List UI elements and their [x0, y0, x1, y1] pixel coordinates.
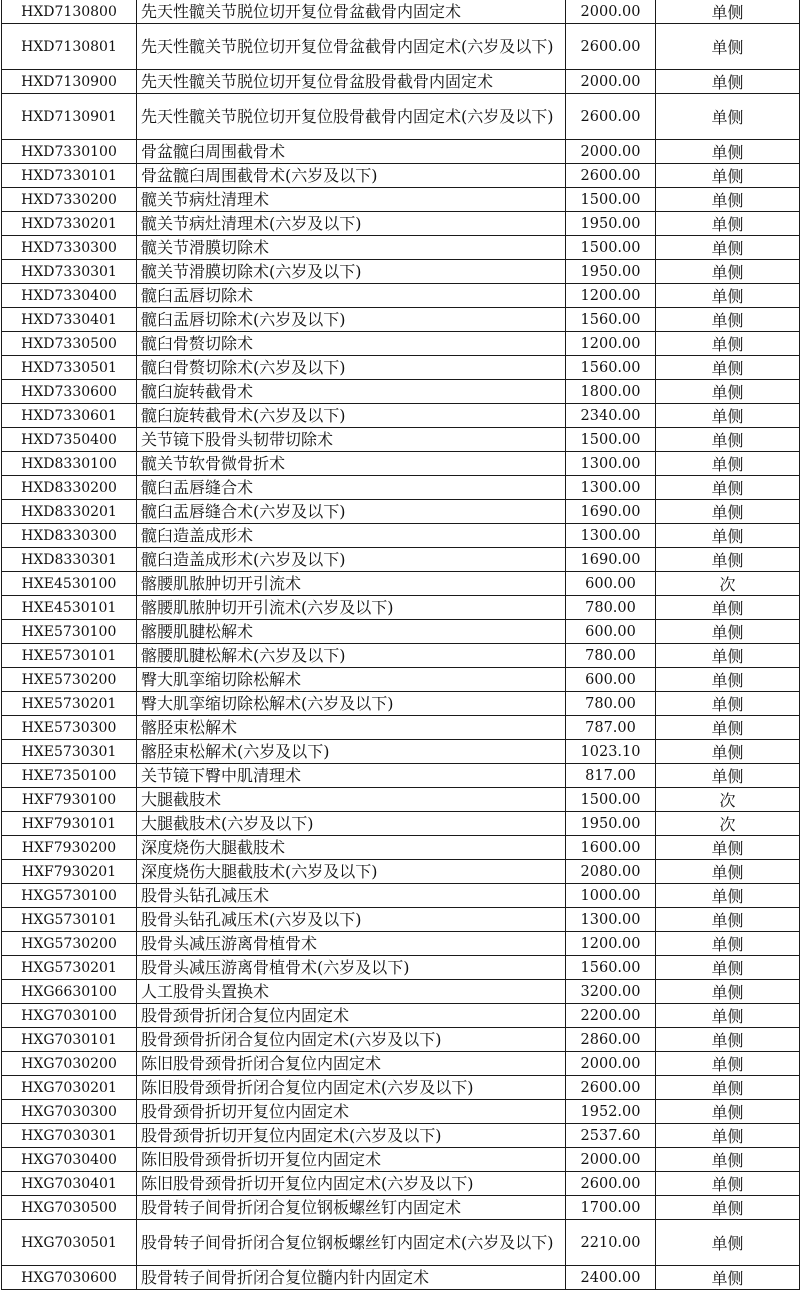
item-price-cell: 2340.00: [566, 404, 656, 428]
item-name-cell: 关节镜下臀中肌清理术: [137, 764, 566, 788]
table-row: [2, 1266, 800, 1290]
item-code-cell: HXG7030300: [2, 1100, 137, 1124]
item-code-cell: HXD7330201: [2, 212, 137, 236]
item-name-cell: 股骨转子间骨折闭合复位髓内针内固定术: [137, 1266, 566, 1290]
item-code-cell: HXD7350400: [2, 428, 137, 452]
table-row: [2, 1220, 800, 1266]
item-code-cell: HXF7930201: [2, 860, 137, 884]
item-name-cell: 骨盆髋臼周围截骨术(六岁及以下): [137, 164, 566, 188]
item-unit-cell: 单侧: [656, 908, 800, 932]
item-price-cell: 2000.00: [566, 140, 656, 164]
item-unit-cell: 单侧: [656, 94, 800, 140]
item-code-cell: HXG5730201: [2, 956, 137, 980]
table-row: [2, 1004, 800, 1028]
item-price-cell: 780.00: [566, 596, 656, 620]
table-row: [2, 620, 800, 644]
item-code-cell: HXG7030100: [2, 1004, 137, 1028]
item-code-cell: HXE4530101: [2, 596, 137, 620]
table-row: [2, 716, 800, 740]
item-unit-cell: 单侧: [656, 740, 800, 764]
item-price-cell: 1690.00: [566, 548, 656, 572]
item-unit-cell: 单侧: [656, 932, 800, 956]
item-name-cell: 髂腰肌腱松解术(六岁及以下): [137, 644, 566, 668]
item-code-cell: HXD8330301: [2, 548, 137, 572]
table-row: [2, 524, 800, 548]
item-name-cell: 大腿截肢术(六岁及以下): [137, 812, 566, 836]
item-name-cell: 髋臼造盖成形术: [137, 524, 566, 548]
item-price-cell: 1500.00: [566, 428, 656, 452]
item-price-cell: 2860.00: [566, 1028, 656, 1052]
item-price-cell: 2000.00: [566, 0, 656, 24]
item-unit-cell: 单侧: [656, 0, 800, 24]
table-row: [2, 476, 800, 500]
item-name-cell: 深度烧伤大腿截肢术: [137, 836, 566, 860]
item-code-cell: HXD8330100: [2, 452, 137, 476]
item-name-cell: 髂腰肌脓肿切开引流术: [137, 572, 566, 596]
item-unit-cell: 单侧: [656, 212, 800, 236]
item-name-cell: 髂腰肌腱松解术: [137, 620, 566, 644]
item-code-cell: HXD7330401: [2, 308, 137, 332]
item-code-cell: HXG7030301: [2, 1124, 137, 1148]
table-row: [2, 884, 800, 908]
item-name-cell: 髂胫束松解术(六岁及以下): [137, 740, 566, 764]
item-name-cell: 臀大肌挛缩切除松解术: [137, 668, 566, 692]
item-unit-cell: 单侧: [656, 644, 800, 668]
item-price-cell: 1300.00: [566, 452, 656, 476]
item-code-cell: HXF7930100: [2, 788, 137, 812]
item-code-cell: HXG6630100: [2, 980, 137, 1004]
item-unit-cell: 单侧: [656, 452, 800, 476]
item-price-cell: 1500.00: [566, 188, 656, 212]
item-code-cell: HXE5730100: [2, 620, 137, 644]
item-unit-cell: 单侧: [656, 956, 800, 980]
item-name-cell: 髋臼造盖成形术(六岁及以下): [137, 548, 566, 572]
item-price-cell: 1560.00: [566, 308, 656, 332]
item-unit-cell: 单侧: [656, 836, 800, 860]
item-unit-cell: 单侧: [656, 164, 800, 188]
table-row: [2, 1028, 800, 1052]
item-name-cell: 髋关节滑膜切除术(六岁及以下): [137, 260, 566, 284]
item-unit-cell: 单侧: [656, 1196, 800, 1220]
table-row: [2, 1052, 800, 1076]
fee-table-body: [2, 0, 800, 1290]
item-code-cell: HXD7330400: [2, 284, 137, 308]
table-row: [2, 332, 800, 356]
item-code-cell: HXD8330300: [2, 524, 137, 548]
table-row: [2, 812, 800, 836]
item-price-cell: 1952.00: [566, 1100, 656, 1124]
item-code-cell: HXG5730101: [2, 908, 137, 932]
item-code-cell: HXG5730200: [2, 932, 137, 956]
item-unit-cell: 单侧: [656, 308, 800, 332]
table-row: [2, 1196, 800, 1220]
item-unit-cell: 单侧: [656, 1124, 800, 1148]
item-price-cell: 1200.00: [566, 932, 656, 956]
item-name-cell: 髋臼旋转截骨术: [137, 380, 566, 404]
item-code-cell: HXF7930101: [2, 812, 137, 836]
table-row: [2, 788, 800, 812]
item-price-cell: 817.00: [566, 764, 656, 788]
item-price-cell: 2080.00: [566, 860, 656, 884]
item-unit-cell: 单侧: [656, 500, 800, 524]
item-unit-cell: 单侧: [656, 620, 800, 644]
table-row: [2, 956, 800, 980]
item-price-cell: 1950.00: [566, 812, 656, 836]
item-price-cell: 2537.60: [566, 1124, 656, 1148]
item-code-cell: HXD7130801: [2, 24, 137, 70]
item-code-cell: HXD7130800: [2, 0, 137, 24]
item-unit-cell: 单侧: [656, 476, 800, 500]
table-row: [2, 1172, 800, 1196]
item-code-cell: HXD7330301: [2, 260, 137, 284]
item-code-cell: HXD7130901: [2, 94, 137, 140]
table-row: [2, 236, 800, 260]
item-name-cell: 髂胫束松解术: [137, 716, 566, 740]
item-price-cell: 2600.00: [566, 1172, 656, 1196]
item-name-cell: 骨盆髋臼周围截骨术: [137, 140, 566, 164]
item-unit-cell: 单侧: [656, 332, 800, 356]
item-name-cell: 髋臼旋转截骨术(六岁及以下): [137, 404, 566, 428]
item-code-cell: HXE5730301: [2, 740, 137, 764]
item-code-cell: HXD8330201: [2, 500, 137, 524]
item-price-cell: 1600.00: [566, 836, 656, 860]
item-code-cell: HXD7330100: [2, 140, 137, 164]
item-name-cell: 髋臼骨赘切除术: [137, 332, 566, 356]
item-unit-cell: 单侧: [656, 1076, 800, 1100]
table-row: [2, 740, 800, 764]
item-code-cell: HXD7330101: [2, 164, 137, 188]
table-row: [2, 1100, 800, 1124]
item-price-cell: 780.00: [566, 692, 656, 716]
item-code-cell: HXE7350100: [2, 764, 137, 788]
item-code-cell: HXG7030101: [2, 1028, 137, 1052]
item-price-cell: 2000.00: [566, 1148, 656, 1172]
item-price-cell: 780.00: [566, 644, 656, 668]
item-unit-cell: 单侧: [656, 1004, 800, 1028]
item-unit-cell: 单侧: [656, 260, 800, 284]
item-unit-cell: 单侧: [656, 1100, 800, 1124]
table-row: [2, 500, 800, 524]
table-row: [2, 308, 800, 332]
item-unit-cell: 单侧: [656, 380, 800, 404]
table-row: [2, 692, 800, 716]
table-row: [2, 452, 800, 476]
table-row: [2, 908, 800, 932]
item-price-cell: 1300.00: [566, 476, 656, 500]
item-price-cell: 3200.00: [566, 980, 656, 1004]
item-name-cell: 大腿截肢术: [137, 788, 566, 812]
table-row: [2, 572, 800, 596]
item-code-cell: HXD8330200: [2, 476, 137, 500]
table-row: [2, 70, 800, 94]
item-code-cell: HXE5730200: [2, 668, 137, 692]
item-price-cell: 2000.00: [566, 1052, 656, 1076]
item-code-cell: HXD7130900: [2, 70, 137, 94]
item-unit-cell: 次: [656, 788, 800, 812]
item-code-cell: HXD7330200: [2, 188, 137, 212]
item-name-cell: 髂腰肌脓肿切开引流术(六岁及以下): [137, 596, 566, 620]
item-price-cell: 2200.00: [566, 1004, 656, 1028]
item-name-cell: 髋臼骨赘切除术(六岁及以下): [137, 356, 566, 380]
item-price-cell: 2400.00: [566, 1266, 656, 1290]
item-name-cell: 股骨颈骨折闭合复位内固定术(六岁及以下): [137, 1028, 566, 1052]
item-unit-cell: 单侧: [656, 404, 800, 428]
item-unit-cell: 单侧: [656, 524, 800, 548]
item-price-cell: 1200.00: [566, 284, 656, 308]
table-row: [2, 356, 800, 380]
item-name-cell: 先天性髋关节脱位切开复位股骨截骨内固定术(六岁及以下): [137, 94, 566, 140]
item-price-cell: 1000.00: [566, 884, 656, 908]
table-row: [2, 24, 800, 70]
item-name-cell: 股骨颈骨折闭合复位内固定术: [137, 1004, 566, 1028]
item-name-cell: 深度烧伤大腿截肢术(六岁及以下): [137, 860, 566, 884]
item-name-cell: 先天性髋关节脱位切开复位骨盆截骨内固定术(六岁及以下): [137, 24, 566, 70]
item-price-cell: 1300.00: [566, 524, 656, 548]
table-row: [2, 1124, 800, 1148]
item-unit-cell: 单侧: [656, 356, 800, 380]
item-name-cell: 股骨头钻孔减压术: [137, 884, 566, 908]
table-row: [2, 836, 800, 860]
item-unit-cell: 单侧: [656, 884, 800, 908]
table-row: [2, 932, 800, 956]
item-code-cell: HXG7030401: [2, 1172, 137, 1196]
item-price-cell: 600.00: [566, 668, 656, 692]
item-code-cell: HXD7330501: [2, 356, 137, 380]
fee-schedule-table: [1, 0, 800, 1290]
table-row: [2, 1076, 800, 1100]
item-name-cell: 陈旧股骨颈骨折闭合复位内固定术: [137, 1052, 566, 1076]
item-unit-cell: 单侧: [656, 1266, 800, 1290]
table-row: [2, 764, 800, 788]
item-unit-cell: 单侧: [656, 716, 800, 740]
item-unit-cell: 单侧: [656, 980, 800, 1004]
item-unit-cell: 单侧: [656, 1148, 800, 1172]
item-name-cell: 关节镜下股骨头韧带切除术: [137, 428, 566, 452]
item-price-cell: 1023.10: [566, 740, 656, 764]
table-row: [2, 428, 800, 452]
item-price-cell: 2600.00: [566, 1076, 656, 1100]
item-unit-cell: 单侧: [656, 1220, 800, 1266]
table-row: [2, 1148, 800, 1172]
item-name-cell: 先天性髋关节脱位切开复位骨盆股骨截骨内固定术: [137, 70, 566, 94]
item-name-cell: 髋关节滑膜切除术: [137, 236, 566, 260]
item-unit-cell: 单侧: [656, 1172, 800, 1196]
item-price-cell: 2600.00: [566, 94, 656, 140]
table-row: [2, 380, 800, 404]
item-unit-cell: 单侧: [656, 188, 800, 212]
item-price-cell: 1560.00: [566, 956, 656, 980]
item-unit-cell: 单侧: [656, 860, 800, 884]
item-name-cell: 先天性髋关节脱位切开复位骨盆截骨内固定术: [137, 0, 566, 24]
item-unit-cell: 单侧: [656, 596, 800, 620]
item-name-cell: 髋关节软骨微骨折术: [137, 452, 566, 476]
item-code-cell: HXE5730201: [2, 692, 137, 716]
item-name-cell: 髋关节病灶清理术: [137, 188, 566, 212]
item-price-cell: 1950.00: [566, 260, 656, 284]
table-row: [2, 404, 800, 428]
item-name-cell: 臀大肌挛缩切除松解术(六岁及以下): [137, 692, 566, 716]
item-price-cell: 787.00: [566, 716, 656, 740]
item-price-cell: 1700.00: [566, 1196, 656, 1220]
item-unit-cell: 次: [656, 572, 800, 596]
table-row: [2, 94, 800, 140]
item-name-cell: 陈旧股骨颈骨折切开复位内固定术(六岁及以下): [137, 1172, 566, 1196]
item-unit-cell: 单侧: [656, 70, 800, 94]
item-price-cell: 1500.00: [566, 788, 656, 812]
item-unit-cell: 单侧: [656, 764, 800, 788]
item-unit-cell: 单侧: [656, 548, 800, 572]
item-unit-cell: 单侧: [656, 692, 800, 716]
item-code-cell: HXG5730100: [2, 884, 137, 908]
item-code-cell: HXG7030500: [2, 1196, 137, 1220]
item-code-cell: HXE4530100: [2, 572, 137, 596]
item-name-cell: 髋臼盂唇缝合术: [137, 476, 566, 500]
item-unit-cell: 单侧: [656, 1028, 800, 1052]
table-row: [2, 548, 800, 572]
item-name-cell: 股骨头钻孔减压术(六岁及以下): [137, 908, 566, 932]
item-unit-cell: 单侧: [656, 284, 800, 308]
table-row: [2, 980, 800, 1004]
table-row: [2, 164, 800, 188]
item-price-cell: 1500.00: [566, 236, 656, 260]
item-unit-cell: 次: [656, 812, 800, 836]
table-row: [2, 0, 800, 24]
item-price-cell: 600.00: [566, 572, 656, 596]
item-unit-cell: 单侧: [656, 1052, 800, 1076]
item-name-cell: 髋关节病灶清理术(六岁及以下): [137, 212, 566, 236]
item-code-cell: HXG7030200: [2, 1052, 137, 1076]
item-name-cell: 髋臼盂唇切除术(六岁及以下): [137, 308, 566, 332]
table-row: [2, 140, 800, 164]
item-code-cell: HXD7330601: [2, 404, 137, 428]
item-unit-cell: 单侧: [656, 428, 800, 452]
item-code-cell: HXE5730101: [2, 644, 137, 668]
item-name-cell: 股骨头减压游离骨植骨术: [137, 932, 566, 956]
item-name-cell: 人工股骨头置换术: [137, 980, 566, 1004]
item-price-cell: 1950.00: [566, 212, 656, 236]
item-name-cell: 股骨头减压游离骨植骨术(六岁及以下): [137, 956, 566, 980]
item-unit-cell: 单侧: [656, 140, 800, 164]
item-code-cell: HXG7030600: [2, 1266, 137, 1290]
table-row: [2, 596, 800, 620]
table-row: [2, 260, 800, 284]
table-row: [2, 284, 800, 308]
item-price-cell: 2210.00: [566, 1220, 656, 1266]
item-price-cell: 2600.00: [566, 24, 656, 70]
item-price-cell: 1560.00: [566, 356, 656, 380]
item-code-cell: HXG7030201: [2, 1076, 137, 1100]
item-price-cell: 2600.00: [566, 164, 656, 188]
item-name-cell: 髋臼盂唇缝合术(六岁及以下): [137, 500, 566, 524]
item-price-cell: 2000.00: [566, 70, 656, 94]
item-price-cell: 1800.00: [566, 380, 656, 404]
item-name-cell: 股骨颈骨折切开复位内固定术(六岁及以下): [137, 1124, 566, 1148]
item-name-cell: 陈旧股骨颈骨折闭合复位内固定术(六岁及以下): [137, 1076, 566, 1100]
table-row: [2, 668, 800, 692]
item-name-cell: 股骨颈骨折切开复位内固定术: [137, 1100, 566, 1124]
item-price-cell: 600.00: [566, 620, 656, 644]
item-code-cell: HXG7030501: [2, 1220, 137, 1266]
item-price-cell: 1200.00: [566, 332, 656, 356]
item-price-cell: 1690.00: [566, 500, 656, 524]
item-code-cell: HXD7330500: [2, 332, 137, 356]
item-code-cell: HXD7330300: [2, 236, 137, 260]
table-row: [2, 644, 800, 668]
item-name-cell: 股骨转子间骨折闭合复位钢板螺丝钉内固定术: [137, 1196, 566, 1220]
item-unit-cell: 单侧: [656, 236, 800, 260]
table-row: [2, 188, 800, 212]
item-code-cell: HXG7030400: [2, 1148, 137, 1172]
item-unit-cell: 单侧: [656, 668, 800, 692]
item-code-cell: HXF7930200: [2, 836, 137, 860]
item-name-cell: 陈旧股骨颈骨折切开复位内固定术: [137, 1148, 566, 1172]
item-code-cell: HXE5730300: [2, 716, 137, 740]
table-row: [2, 212, 800, 236]
table-row: [2, 860, 800, 884]
item-name-cell: 髋臼盂唇切除术: [137, 284, 566, 308]
item-unit-cell: 单侧: [656, 24, 800, 70]
item-price-cell: 1300.00: [566, 908, 656, 932]
item-code-cell: HXD7330600: [2, 380, 137, 404]
item-name-cell: 股骨转子间骨折闭合复位钢板螺丝钉内固定术(六岁及以下): [137, 1220, 566, 1266]
